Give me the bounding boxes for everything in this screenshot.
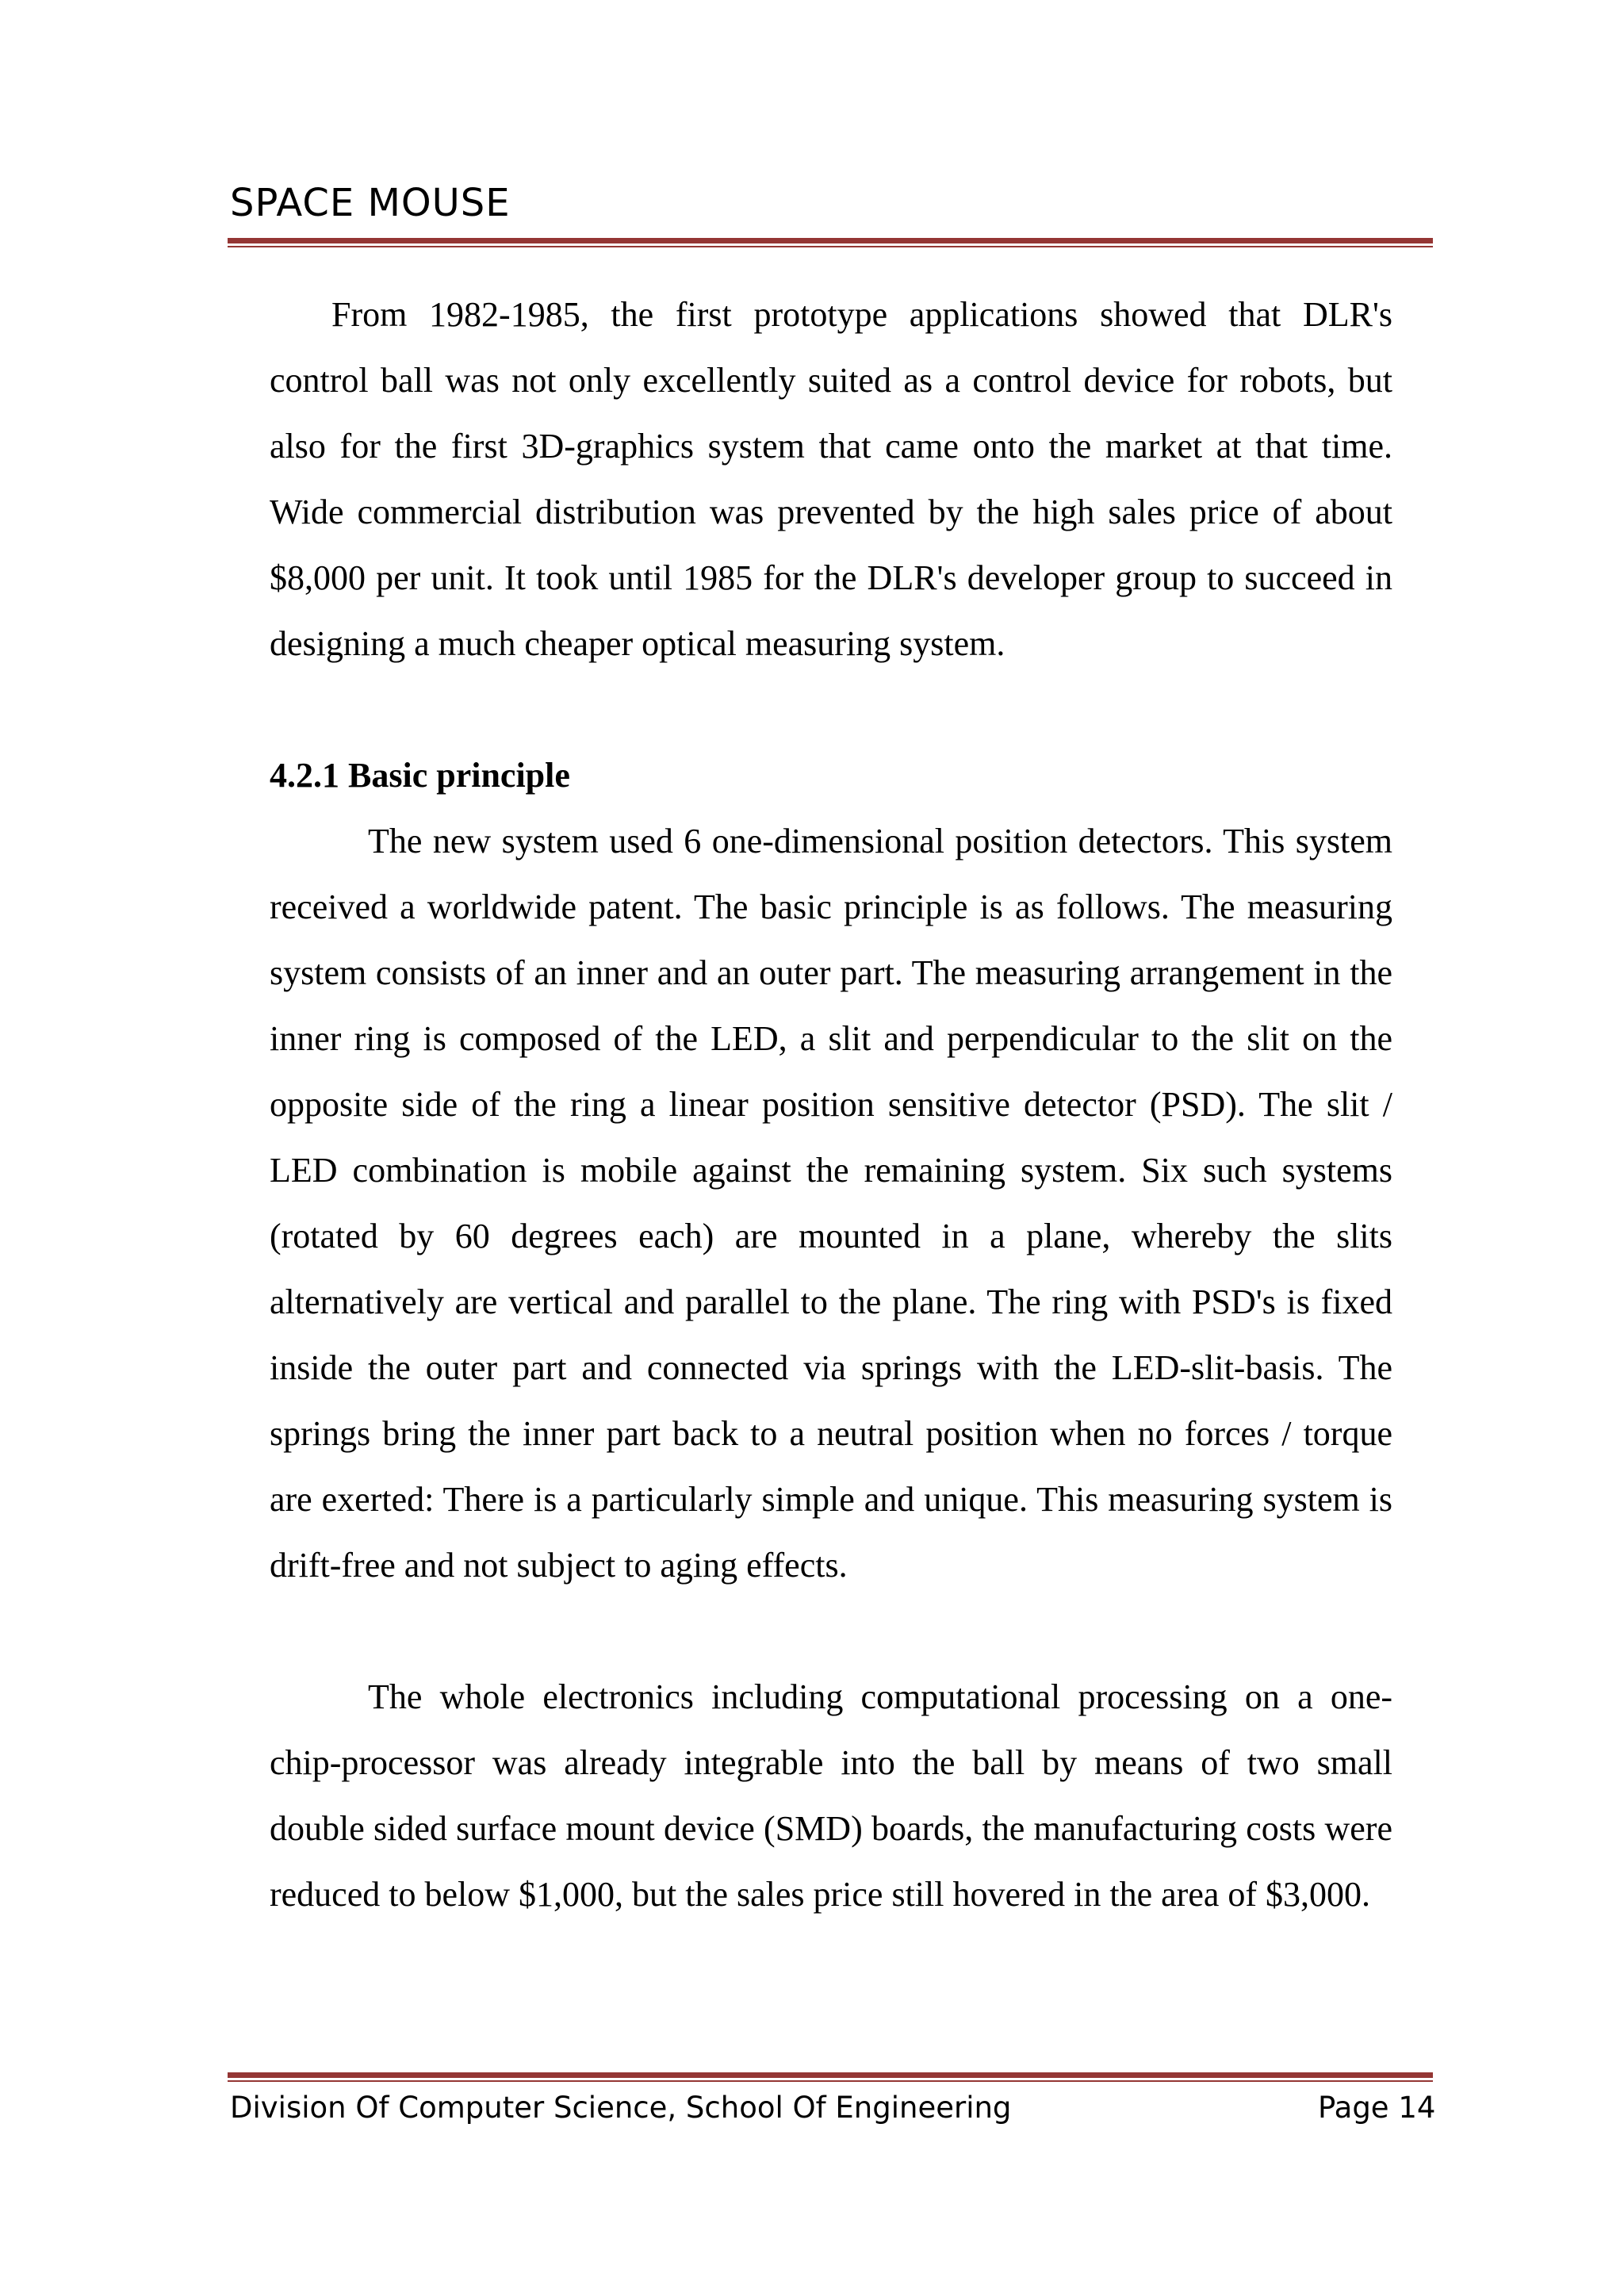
header-rule	[228, 238, 1433, 247]
footer-rule	[228, 2072, 1433, 2082]
page-number: Page 14	[1318, 2091, 1436, 2125]
paragraph-basic-principle: The new system used 6 one-dimensional position detectors. This system received a worldwide patent. The basic principle is as follows. The measuring system consists of an inner and an outer part. The measuring arrangement in the inner ring is composed of the LED, a slit and perpendicular to the slit on the opposite side of the ring a linear position sensitive detector (PSD). The slit / LED combination is mobile against the remaining system. Six such systems (rotated by 60 degrees each) are mounted in a plane, whereby the slits alternatively are vertical and parallel to the plane. The ring with PSD's is fixed inside the outer part and connected via springs with the LED-slit-basis. The springs bring the inner part back to a neutral position when no forces / torque are exerted: There is a particularly simple and unique. This measuring system is drift-free and not subject to aging effects.	[270, 822, 1392, 1585]
paragraph-electronics: The whole electronics including computational processing on a one-chip-processor was already integrable into the ball by means of two small double sided surface mount device (SMD) boards, the manufacturing costs were reduced to below $1,000, but the sales price still hovered in the area of $3,000.	[270, 1677, 1392, 1914]
page-header-title: SPACE MOUSE	[230, 181, 511, 225]
paragraph-intro: From 1982-1985, the first prototype applications showed that DLR's control ball was not only excellently suited as a control device for robots, but also for the first 3D-graphics system that came onto the market at that time. Wide commercial distribution was prevented by the high sales price of about $8,000 per unit. It took until 1985 for the DLR's developer group to succeed in designing a much cheaper optical measuring system.	[270, 295, 1392, 663]
document-body	[270, 282, 1392, 1927]
footer-institution: Division Of Computer Science, School Of Engineering	[230, 2091, 1012, 2125]
section-heading: 4.2.1 Basic principle	[270, 756, 570, 795]
